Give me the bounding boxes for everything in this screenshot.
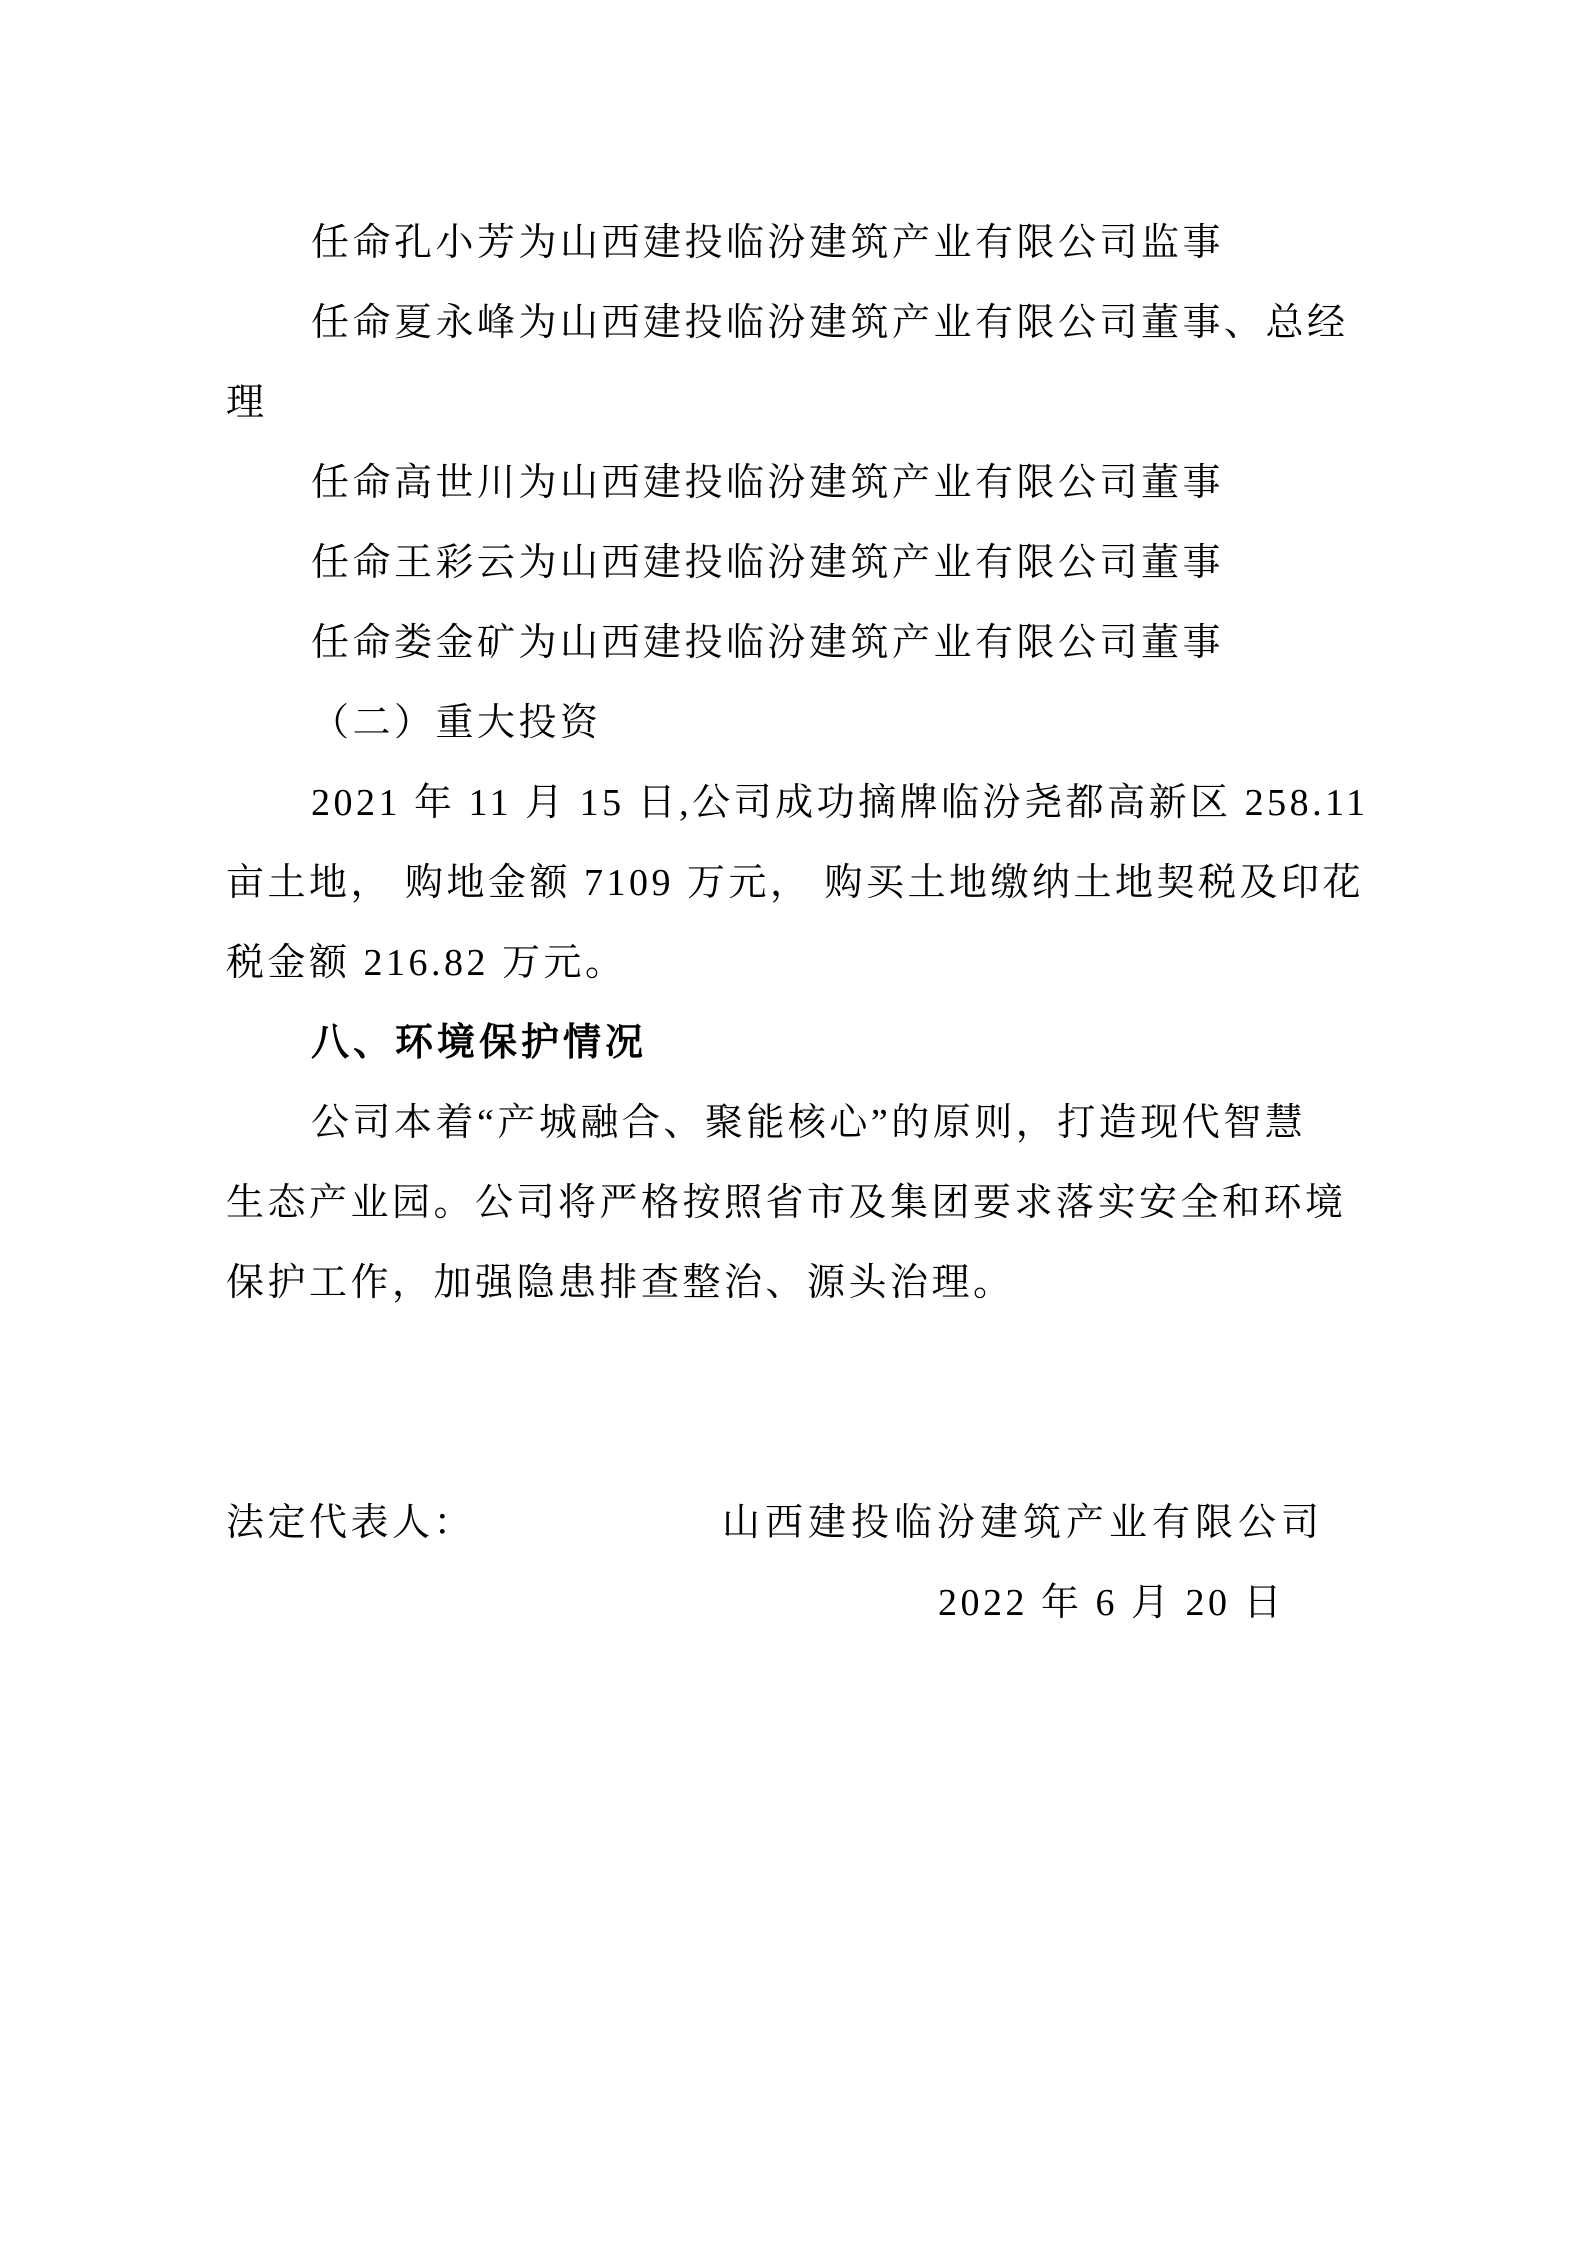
heading-environmental-protection: 八、环境保护情况 xyxy=(311,1022,648,1064)
line-appointment-xia-yongfeng-continued: 理 xyxy=(226,382,268,424)
paragraph-land-acquisition-line-2: 亩土地， 购地金额 7109 万元， 购买土地缴纳土地契税及印花 xyxy=(226,862,1365,904)
line-appointment-xia-yongfeng: 任命夏永峰为山西建投临汾建筑产业有限公司董事、总经 xyxy=(311,302,1349,344)
document-content xyxy=(226,203,1369,1643)
paragraph-land-acquisition-line-1: 2021 年 11 月 15 日,公司成功摘牌临汾尧都高新区 258.11 xyxy=(311,782,1369,824)
paragraph-environment-line-3: 保护工作，加强隐患排查整治、源头治理。 xyxy=(226,1262,1015,1304)
legal-representative-label: 法定代表人： xyxy=(226,1502,476,1544)
line-appointment-wang-caiyun: 任命王彩云为山西建投临汾建筑产业有限公司董事 xyxy=(311,542,1225,584)
subheading-major-investment: （二）重大投资 xyxy=(311,702,602,744)
paragraph-environment-line-2: 生态产业园。公司将严格按照省市及集团要求落实安全和环境 xyxy=(226,1182,1347,1224)
paragraph-environment-line-1: 公司本着“产城融合、聚能核心”的原则，打造现代智慧 xyxy=(311,1102,1307,1144)
document-date: 2022 年 6 月 20 日 xyxy=(938,1582,1286,1624)
line-appointment-gao-shichuan: 任命高世川为山西建投临汾建筑产业有限公司董事 xyxy=(311,462,1225,504)
paragraph-land-acquisition-line-3: 税金额 216.82 万元。 xyxy=(226,942,627,984)
company-name: 山西建投临汾建筑产业有限公司 xyxy=(722,1502,1325,1544)
vertical-gap xyxy=(226,1323,1366,1483)
line-appointment-lou-jinkuang: 任命娄金矿为山西建投临汾建筑产业有限公司董事 xyxy=(311,622,1225,664)
signature-date-row xyxy=(226,1563,1366,1643)
line-appointment-kong-xiaofang: 任命孔小芳为山西建投临汾建筑产业有限公司监事 xyxy=(311,222,1225,264)
signature-row xyxy=(226,1483,1366,1563)
